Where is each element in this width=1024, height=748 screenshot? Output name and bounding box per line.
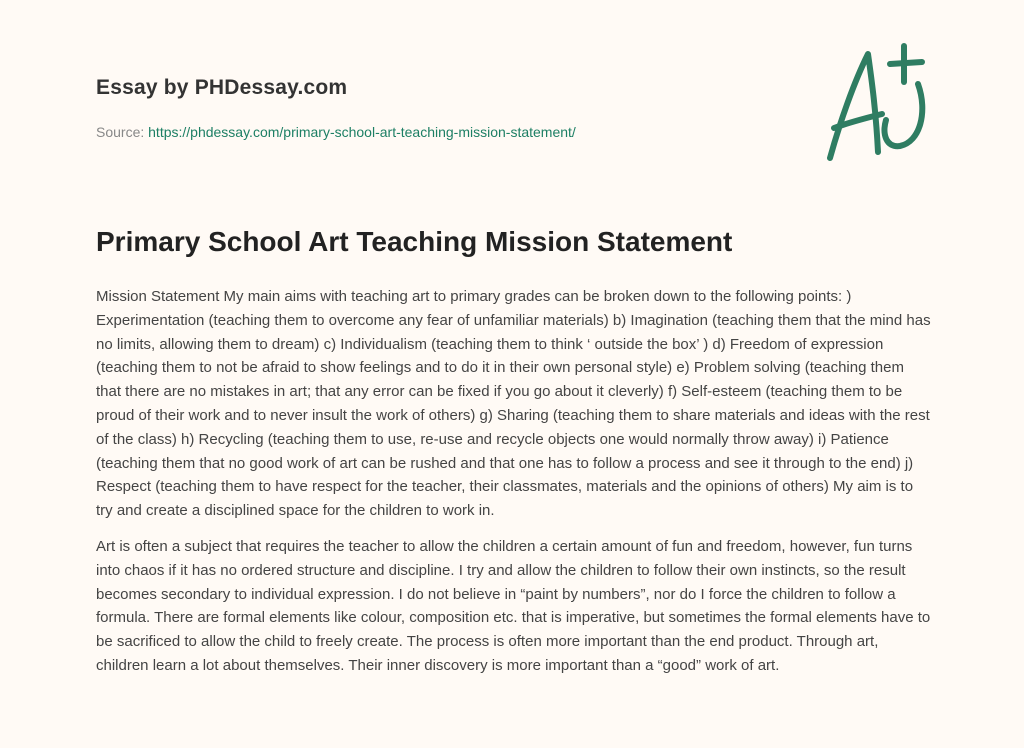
source-label: Source: bbox=[96, 124, 145, 140]
source-link[interactable]: https://phdessay.com/primary-school-art-teaching-mission-statement/ bbox=[148, 124, 576, 140]
article-title: Primary School Art Teaching Mission Statement bbox=[96, 226, 733, 257]
a-plus-logo-icon bbox=[820, 42, 930, 164]
site-brand: Essay by PHDessay.com bbox=[96, 76, 348, 99]
paragraph: Mission Statement My main aims with teaching art to primary grades can be broken down to the following points: ) Experimentation (teaching them to overcome any fear of unfamiliar materials) b) Imagination (teaching them that the mind has no limits, allowing them to dream) c) Individualism (teaching them to think ‘ outside the box’ ) d) Freedom of expression (teaching them to not be afraid to show feelings and to do it in their own personal style) e) Problem solving (teaching them that there are no mistakes in art; that any error can be fixed if you go about it cleverly) f) Self-esteem (teaching them to be proud of their work and to never insult the work of others) g) Sharing (teaching them to share materials and ideas with the rest of the class) h) Recycling (teaching them to use, re-use and recycle objects one would normally throw away) i) Patience (teaching them that no good work of art can be rushed and that one has to follow a process and see it through to the end) j) Respect (teaching them to have respect for the teacher, their classmates, materials and the opinions of others) My aim is to try and create a disciplined space for the children to work in. bbox=[96, 288, 931, 520]
source-line bbox=[96, 124, 576, 140]
article-body bbox=[96, 285, 932, 690]
paragraph: Art is often a subject that requires the teacher to allow the children a certain amount of fun and freedom, however, fun turns into chaos if it has no ordered structure and discipline. I try and allow the children to follow their own instincts, so the result becomes secondary to individual expression. I do not believe in “paint by numbers”, nor do I force the children to follow a formula. There are formal elements like colour, composition etc. that is imperative, but sometimes the formal elements have to be sacrificed to allow the child to freely create. The process is often more important than the end product. Through art, children learn a lot about themselves. Their inner discovery is more important than a “good” work of art. bbox=[96, 537, 931, 674]
